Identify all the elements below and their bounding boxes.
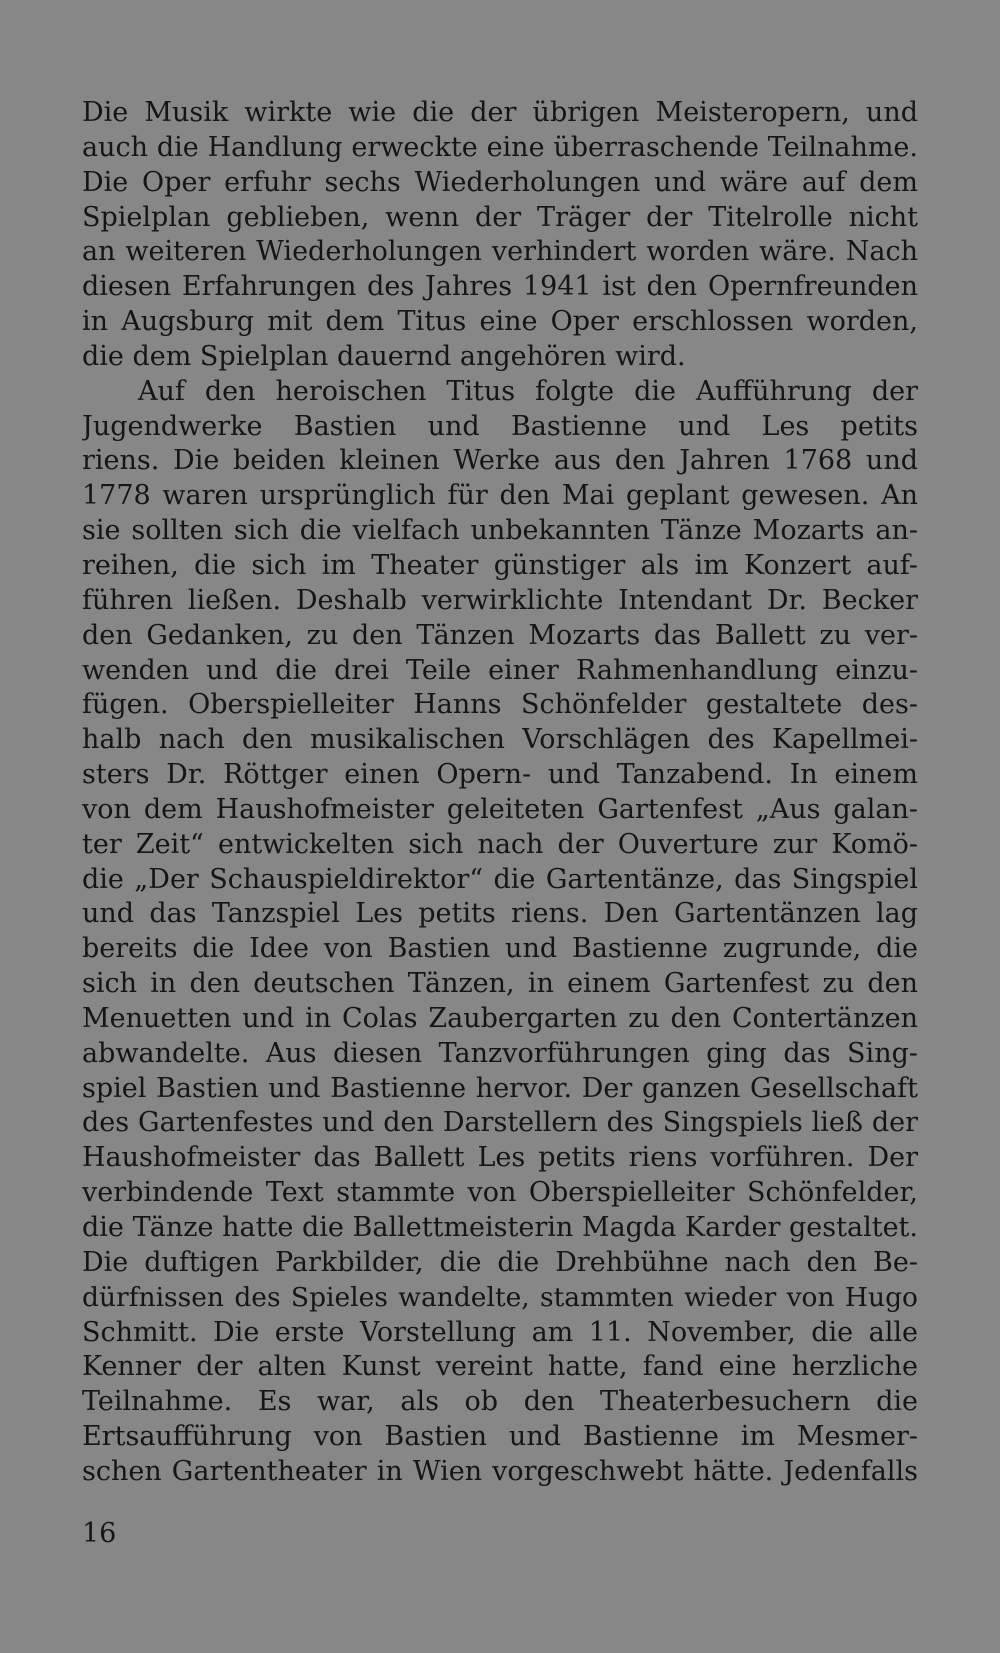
text-line: Ertsaufführung von Bastien und Bastienne im Mesmer- [82, 1421, 918, 1453]
text-line: bereits die Idee von Bastien und Bastienne zugrunde, die [82, 933, 918, 965]
text-line: von dem Haushofmeister geleiteten Gartenfest „Aus galan- [82, 793, 918, 825]
text-line: die Tänze hatte die Ballettmeisterin Magda Karder gestaltet. [82, 1212, 918, 1243]
text-line: sie sollten sich die vielfach unbekannten Tänze Mozarts an- [82, 515, 918, 547]
body-text [82, 96, 918, 1490]
text-line: führen ließen. Deshalb verwirklichte Intendant Dr. Becker [82, 584, 918, 616]
text-line: verbindende Text stammte von Oberspielleiter Schönfelder, [82, 1177, 918, 1209]
text-line: Die Oper erfuhr sechs Wiederholungen und wäre auf dem [82, 166, 918, 198]
text-line: Die Musik wirkte wie die der übrigen Meisteropern, und [82, 97, 918, 128]
text-line: Die duftigen Parkbilder, die die Drehbühne nach den Be- [82, 1246, 918, 1278]
text-line: Schmitt. Die erste Vorstellung am 11. November, die alle [82, 1316, 918, 1348]
text-line: die „Der Schauspieldirektor“ die Gartentänze, das Singspiel [82, 863, 918, 895]
text-line: halb nach den musikalischen Vorschlägen des Kapellmei- [82, 724, 918, 756]
text-line: Haushofmeister das Ballett Les petits riens vorführen. Der [82, 1142, 918, 1174]
text-line: abwandelte. Aus diesen Tanzvorführungen ging das Sing- [82, 1037, 918, 1069]
page-number: 16 [82, 1518, 117, 1549]
text-line: Spielplan geblieben, wenn der Träger der Titelrolle nicht [82, 201, 918, 233]
text-line: Teilnahme. Es war, als ob den Theaterbesuchern die [82, 1386, 918, 1418]
text-line: reihen, die sich im Theater günstiger als im Konzert auf- [82, 549, 918, 581]
text-line: schen Gartentheater in Wien vorgeschwebt hätte. Jedenfalls [82, 1455, 918, 1487]
text-line: an weiteren Wiederholungen verhindert worden wäre. Nach [82, 236, 918, 268]
text-line: wenden und die drei Teile einer Rahmenhandlung einzu- [82, 654, 918, 686]
text-line: Menuetten und in Colas Zaubergarten zu den Contertänzen [82, 1002, 918, 1034]
text-line: 1778 waren ursprünglich für den Mai geplant gewesen. An [82, 480, 918, 512]
text-line: fügen. Oberspielleiter Hanns Schönfelder gestaltete des- [82, 689, 918, 721]
text-line: den Gedanken, zu den Tänzen Mozarts das Ballett zu ver- [82, 619, 918, 651]
text-line: sters Dr. Röttger einen Opern- und Tanzabend. In einem [82, 759, 918, 791]
text-line: des Gartenfestes und den Darstellern des Singspiels ließ der [82, 1107, 918, 1139]
text-line: riens. Die beiden kleinen Werke aus den Jahren 1768 und [82, 445, 918, 477]
text-line: spiel Bastien und Bastienne hervor. Der ganzen Gesellschaft [82, 1072, 918, 1104]
text-line: die dem Spielplan dauernd angehören wird. [82, 340, 686, 372]
text-line: dürfnissen des Spieles wandelte, stammten wieder von Hugo [82, 1281, 918, 1313]
text-line: und das Tanzspiel Les petits riens. Den Gartentänzen lag [82, 898, 918, 930]
text-line: Auf den heroischen Titus folgte die Aufführung der [138, 375, 918, 407]
text-line: Kenner der alten Kunst vereint hatte, fand eine herzliche [82, 1351, 918, 1383]
text-line: Jugendwerke Bastien und Bastienne und Les petits [82, 410, 918, 442]
text-line: in Augsburg mit dem Titus eine Oper erschlossen worden, [82, 306, 918, 338]
text-line: diesen Erfahrungen des Jahres 1941 ist den Opernfreunden [82, 271, 918, 303]
text-line: auch die Handlung erweckte eine überraschende Teilnahme. [82, 131, 918, 163]
text-line: sich in den deutschen Tänzen, in einem Gartenfest zu den [82, 968, 918, 1000]
text-line: ter Zeit“ entwickelten sich nach der Ouverture zur Komö- [82, 828, 918, 860]
